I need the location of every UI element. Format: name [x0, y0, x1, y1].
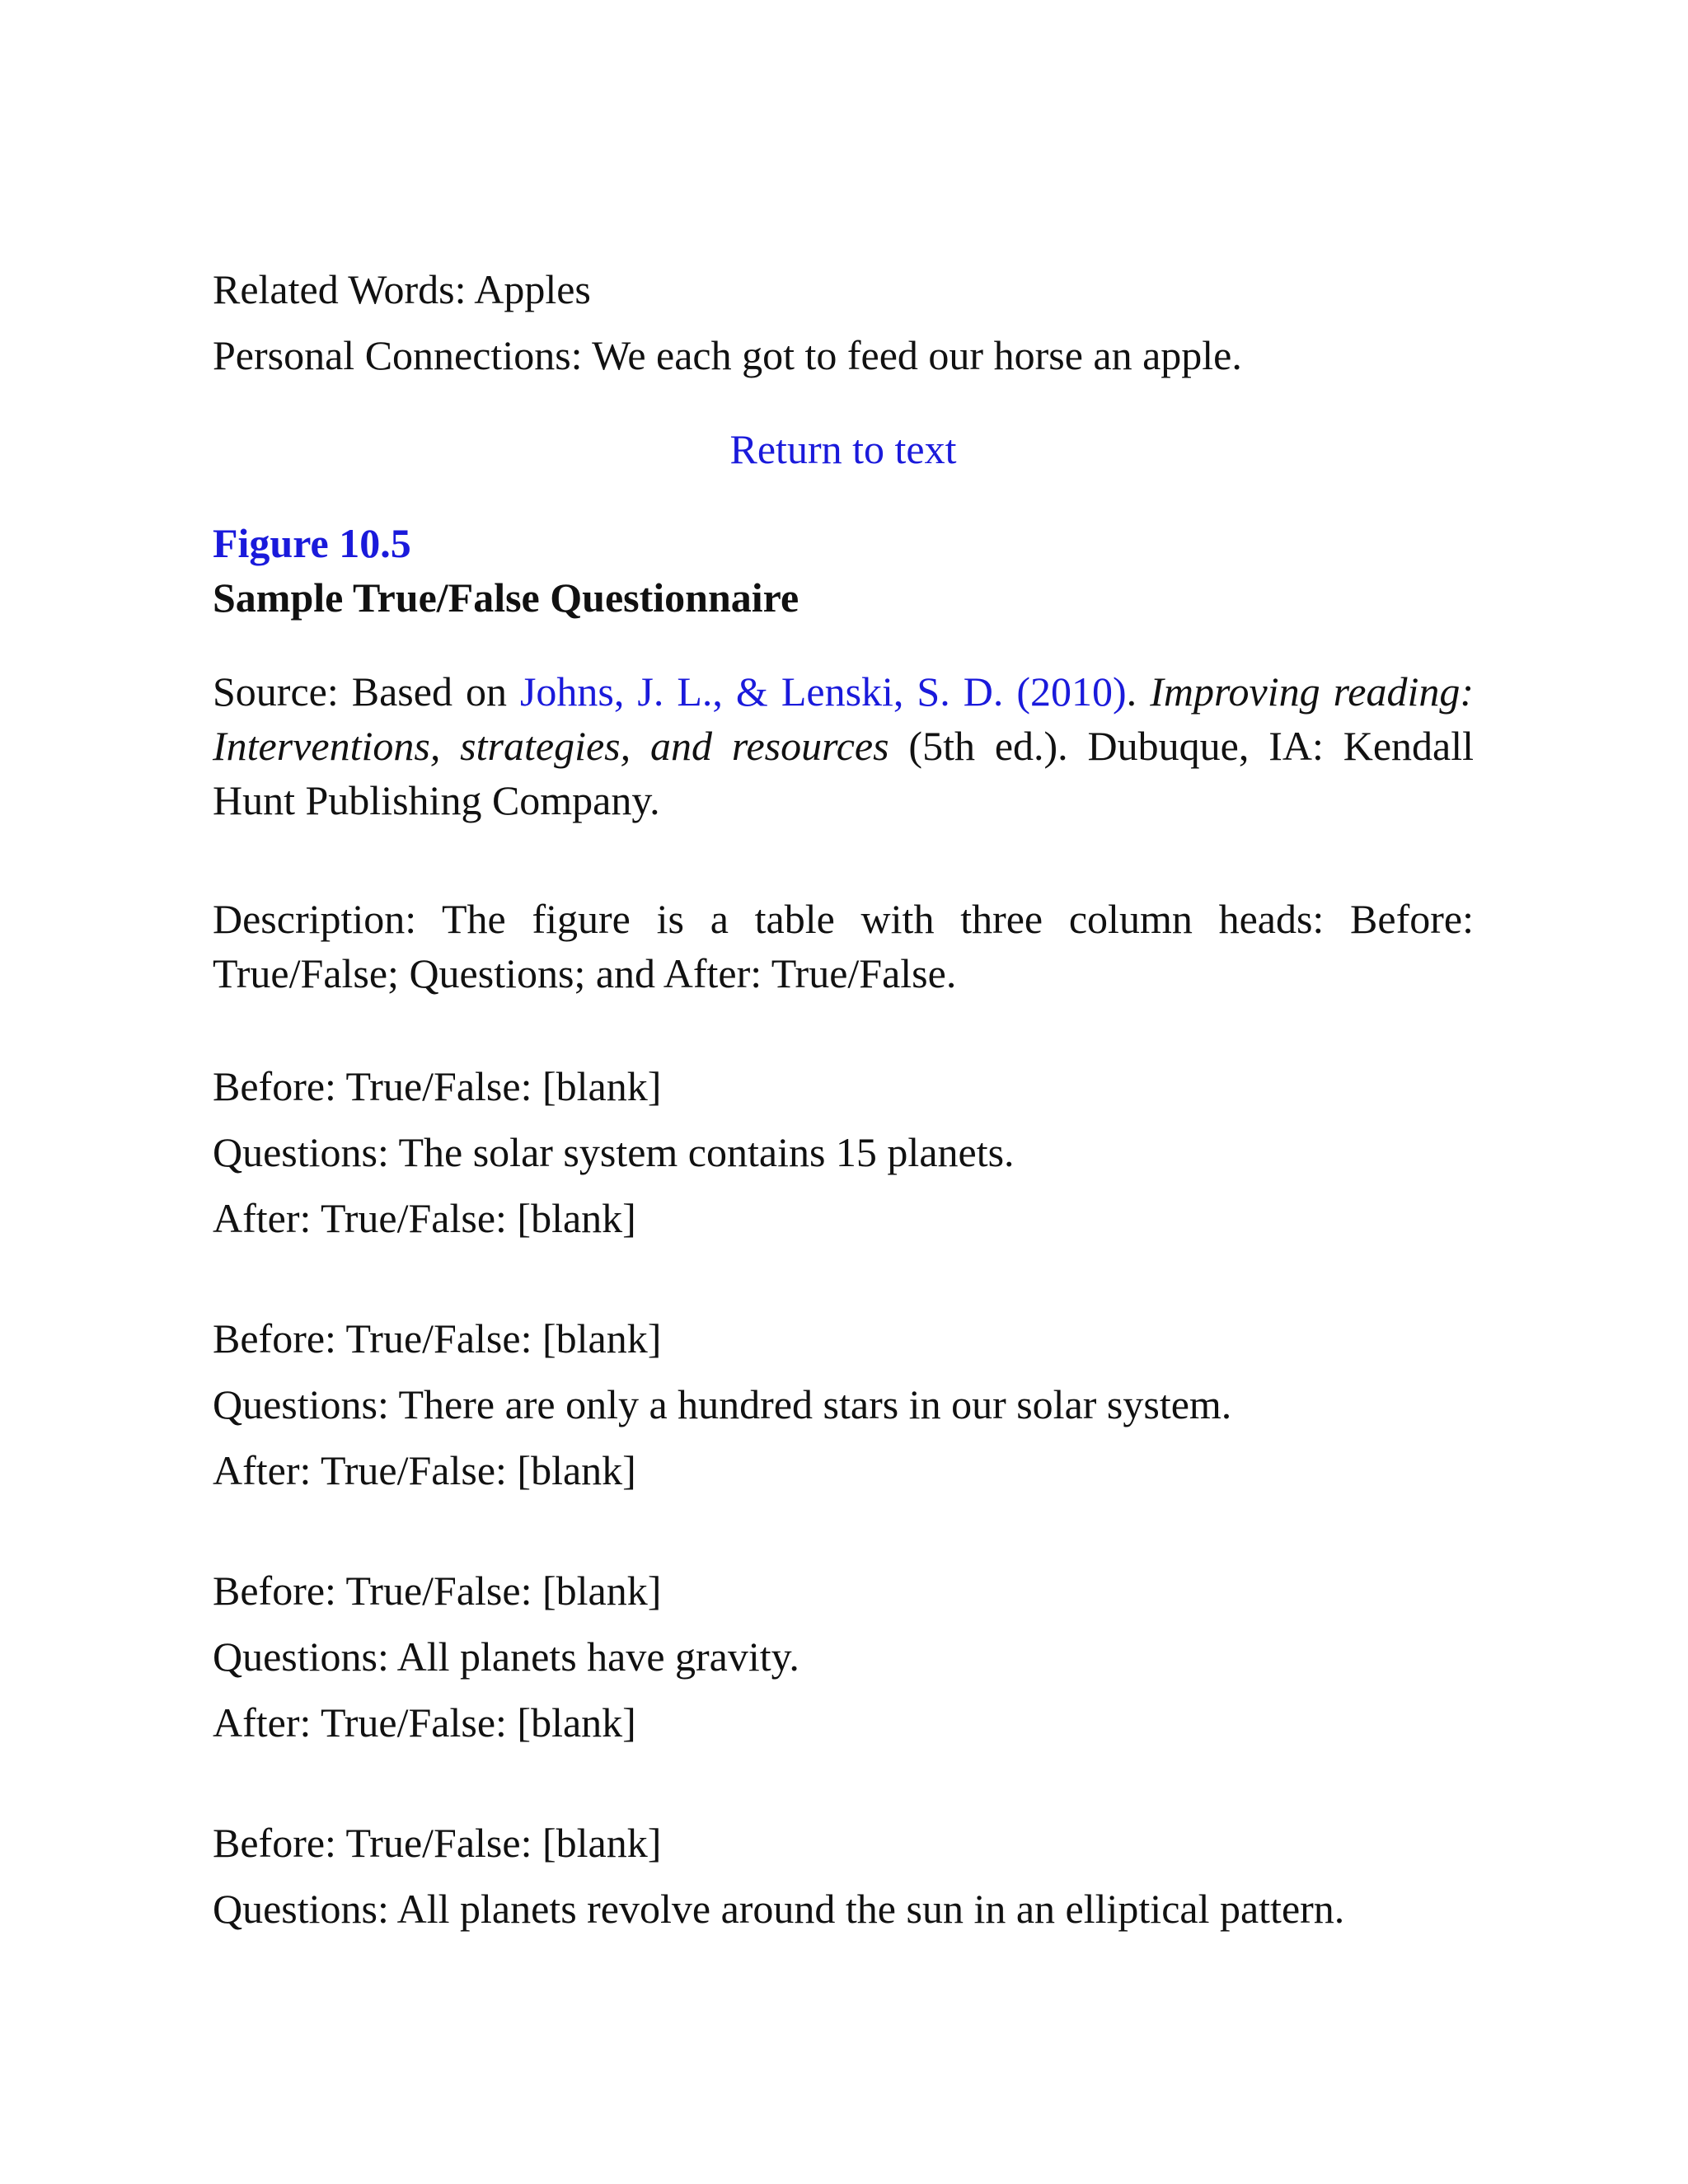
item-question: Questions: There are only a hundred stars in our solar system.: [213, 1381, 1232, 1427]
item-before: Before: True/False: [blank]: [213, 1315, 662, 1361]
item-question: Questions: All planets have gravity.: [213, 1633, 799, 1680]
source-prefix: Source: Based on: [213, 668, 520, 715]
book-title: Improving reading: Interventions, strategies, and resources: [213, 668, 1474, 769]
document-page: [213, 262, 1474, 1942]
item-after: After: True/False: [blank]: [213, 1195, 636, 1241]
source-rest: (5th ed.). Dubuque, IA: Kendall Hunt Publishing Company.: [213, 723, 1474, 823]
item-before: Before: True/False: [blank]: [213, 1820, 662, 1866]
source-after-link: .: [1126, 668, 1151, 715]
item-before: Before: True/False: [blank]: [213, 1063, 662, 1109]
item-after: After: True/False: [blank]: [213, 1699, 636, 1746]
questionnaire-list: [213, 1053, 1474, 1942]
item-after: After: True/False: [blank]: [213, 1447, 636, 1493]
list-item: [213, 1810, 1474, 1942]
return-to-text-link[interactable]: Return to text: [729, 426, 957, 472]
personal-connections: Personal Connections: We each got to feed our horse an apple.: [213, 332, 1242, 378]
item-before: Before: True/False: [blank]: [213, 1568, 662, 1614]
figure-number: Figure 10.5: [213, 520, 411, 566]
description-paragraph: Description: The figure is a table with three column heads: Before: True/False; Questions; and After: True/False.: [213, 896, 1474, 996]
figure-title: Sample True/False Questionnaire: [213, 574, 799, 621]
source-paragraph: [213, 664, 1474, 827]
related-words: Related Words: Apples: [213, 266, 591, 312]
citation-link[interactable]: Johns, J. L., & Lenski, S. D. (2010): [519, 668, 1127, 715]
list-item: [213, 1053, 1474, 1251]
list-item: [213, 1305, 1474, 1503]
item-question: Questions: All planets revolve around the sun in an elliptical pattern.: [213, 1886, 1345, 1932]
item-question: Questions: The solar system contains 15 planets.: [213, 1129, 1015, 1175]
return-link-row: [213, 422, 1474, 476]
list-item: [213, 1558, 1474, 1755]
